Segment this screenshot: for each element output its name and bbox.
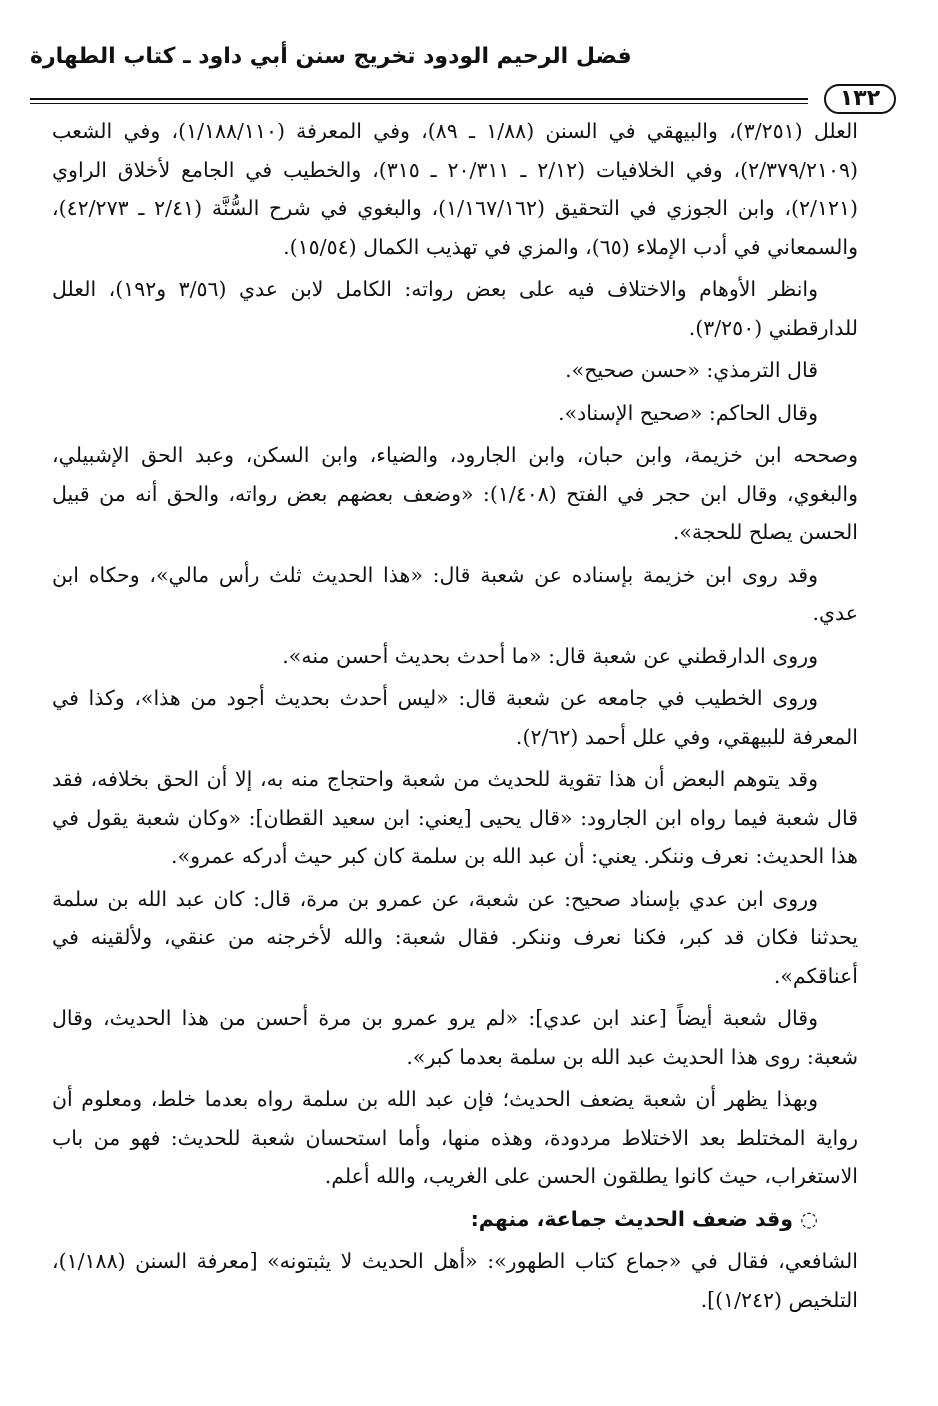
paragraph: وروى ابن عدي بإسناد صحيح: عن شعبة، عن عمرو بن مرة، قال: كان عبد الله بن سلمة يحدثنا فكان قد كبر، فكنا نعرف وننكر. فقال شعبة: والله لأخرجنه من عنقي، ولألقينه في أعناقكم».: [52, 886, 858, 988]
page-body: [52, 112, 858, 1323]
page-number: ١٣٢: [824, 84, 896, 114]
paragraph: وروى الدارقطني عن شعبة قال: «ما أحدث بحديث أحسن منه».: [282, 643, 818, 668]
header-divider: [30, 98, 808, 104]
running-title: فضل الرحيم الودود تخريج سنن أبي داود ـ كتاب الطهارة: [30, 44, 632, 69]
page-header: [30, 36, 908, 111]
paragraph: العلل (٣/٢٥١)، والبيهقي في السنن (١/٨٨ ـ ٨٩)، وفي المعرفة (١/١٨٨/١١٠)، وفي الشعب (٢/٣٧٩/٢١٠٩)، وفي الخلافيات (٢/١٢ ـ ٢٠/٣١١ ـ ٣١٥)، والخطيب في الجامع لأخلاق الراوي (٢/١٢١)، وابن الجوزي في التحقيق (١/١٦٧/١٦٢)، والبغوي في شرح السُّنَّة (٢/٤١ ـ ٤٢/٢٧٣)، والسمعاني في أدب الإملاء (٦٥)، والمزي في تهذيب الكمال (١٥/٥٤).: [52, 119, 858, 259]
paragraph: وصححه ابن خزيمة، وابن حبان، وابن الجارود، والضياء، وابن السكن، وعبد الحق الإشبيلي، والبغوي، وقال ابن حجر في الفتح (١/٤٠٨): «وضعف بعضهم بعض رواته، والحق أنه من قبيل الحسن يصلح للحجة».: [52, 443, 858, 544]
section-heading: ◌ وقد ضعف الحديث جماعة، منهم:: [470, 1206, 818, 1231]
paragraph: وانظر الأوهام والاختلاف فيه على بعض رواته: الكامل لابن عدي (٣/٥٦ و١٩٢)، العلل للدارقطني (٣/٢٥٠).: [52, 277, 858, 340]
paragraph: وروى الخطيب في جامعه عن شعبة قال: «ليس أحدث بحديث أجود من هذا»، وكذا في المعرفة للبيهقي، وفي علل أحمد (٢/٦٢).: [52, 686, 858, 749]
paragraph: وقال الحاكم: «صحيح الإسناد».: [558, 400, 818, 425]
paragraph: وبهذا يظهر أن شعبة يضعف الحديث؛ فإن عبد الله بن سلمة رواه بعدما خلط، ومعلوم أن رواية المختلط بعد الاختلاط مردودة، وهذه منها، وأما استحسان شعبة للحديث: فهو من باب الاستغراب، حيث كانوا يطلقون الحسن على الغريب، والله أعلم.: [52, 1087, 858, 1188]
paragraph: وقد روى ابن خزيمة بإسناده عن شعبة قال: «هذا الحديث ثلث رأس مالي»، وحكاه ابن عدي.: [52, 562, 858, 625]
page-number-box: [812, 84, 908, 114]
paragraph: وقال شعبة أيضاً [عند ابن عدي]: «لم يرو عمرو بن مرة أحسن من هذا الحديث، وقال شعبة: روى هذا الحديث عبد الله بن سلمة بعدما كبر».: [52, 1006, 858, 1069]
paragraph: قال الترمذي: «حسن صحيح».: [565, 358, 818, 382]
paragraph: وقد يتوهم البعض أن هذا تقوية للحديث من شعبة واحتجاج منه به، إلا أن الحق بخلافه، فقد قال شعبة فيما رواه ابن الجارود: «قال يحيى [يعني: ابن سعيد القطان]: «وكان شعبة يقول في هذا الحديث: نعرف وننكر. يعني: أن عبد الله بن سلمة كان كبر حيث أدركه عمرو».: [52, 767, 858, 868]
paragraph: الشافعي، فقال في «جماع كتاب الطهور»: «أهل الحديث لا يثبتونه» [معرفة السنن (١/١٨٨)، التلخيص (١/٢٤٢)].: [52, 1249, 858, 1312]
header-rule: [30, 84, 908, 114]
